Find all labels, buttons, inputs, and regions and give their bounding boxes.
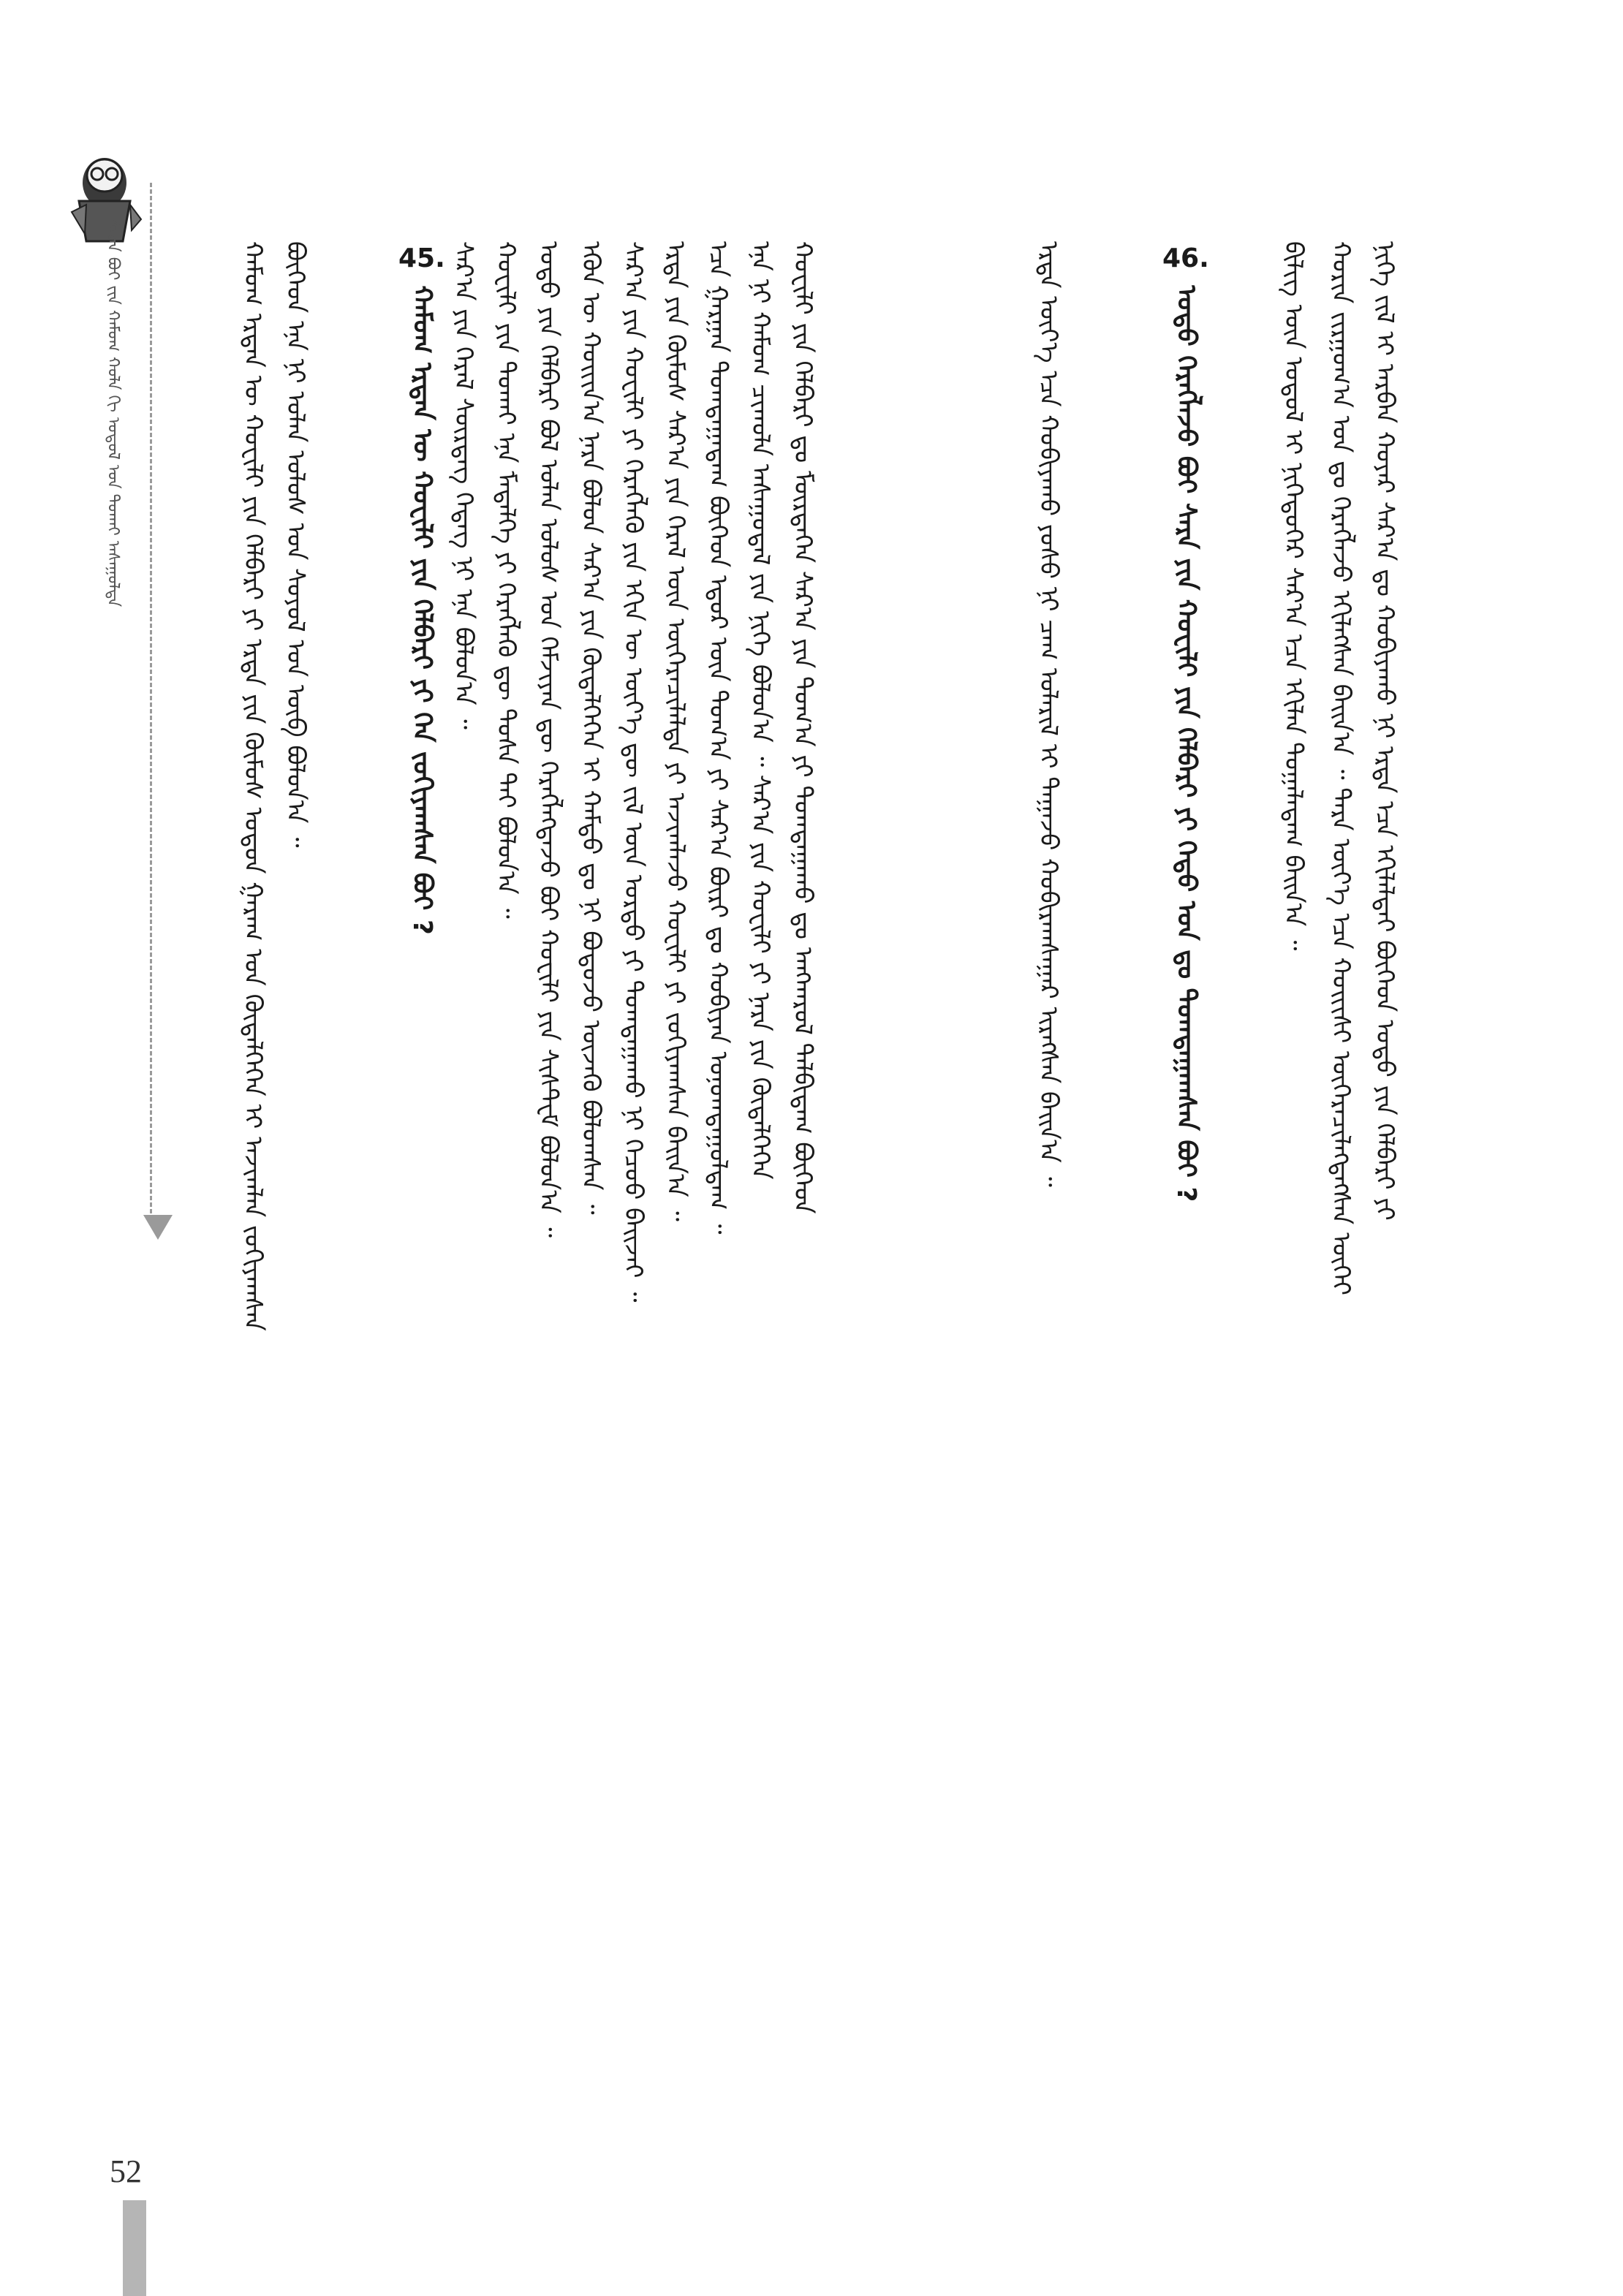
- page-number: 52: [110, 2153, 142, 2189]
- question-46-number: 46.: [1162, 243, 1209, 273]
- answer-45-line-2: ᠪᠥᠭᠡᠳ ᠡᠨᠡ ᠨᠢ ᠣᠯᠠᠨ ᠤᠯᠤᠰ ᠤᠨ ᠰᠣᠶᠣᠯ ᠤᠨ ᠥᠪ ᠪᠣᠯᠤᠨ᠎ᠠ ᠃: [281, 241, 310, 848]
- divider-arrow-icon: [143, 1215, 173, 1240]
- answer-46-line-1: ᠨᠢᠭᠡ ᠵᠢᠯ ᠢ ᠠᠷᠪᠠᠨ ᠬᠤᠶᠠᠷ ᠰᠠᠷ᠎ᠠ ᠳᠤ ᠬᠤᠪᠢᠶᠠᠬᠤ ᠨᠢ ᠡᠷᠲᠡ ᠡᠴᠡ ᠡᠬᠢᠯᠡᠯᠲᠡᠢ ᠪᠥᠭᠡᠳ ᠣᠳᠣ ᠶᠢᠨ ᠬᠡᠯᠪᠡᠷᠢ ᠶᠢ: [1370, 241, 1399, 1221]
- question-46-text: ᠣᠳᠣ ᠬᠡᠷᠡᠭᠯᠡᠵᠦ ᠪᠤᠢ ᠰᠠᠷᠠ ᠶᠢᠨ ᠬᠤᠸᠢᠯᠢ ᠶᠢᠨ ᠬᠡᠯᠪᠡᠷᠢ ᠶᠢ ᠬᠡᠳᠦ ᠣᠨ ᠳᠤ ᠲᠣᠭᠲᠠᠭᠠᠭᠰᠠᠨ ᠪᠤᠢ ?: [1170, 285, 1201, 1202]
- answer-46-line-2: ᠬᠤᠷᠢᠨ ᠵᠢᠷᠭᠤᠭ᠎ᠠ ᠤᠨ ᠳᠤ ᠬᠡᠷᠡᠭᠯᠡᠵᠦ ᠡᠬᠢᠯᠡᠭᠰᠡᠨ ᠪᠠᠢᠨ᠎ᠠ ᠃ ᠲᠡᠷᠡ ᠦᠶ᠎ᠡ ᠡᠴᠡ ᠬᠣᠢᠢᠰᠢ ᠥᠭᠡᠷᠡᠴᠢᠯᠡᠭᠳᠡᠭᠰᠡᠨ ᠦᠭᠡᠢ: [1326, 241, 1355, 1295]
- question-46: [1162, 241, 1209, 1703]
- body-line-4: ᠡᠷᠲᠡ ᠶᠢᠨ ᠬᠦᠮᠦᠰ ᠰᠠᠷ᠎ᠠ ᠶᠢᠨ ᠭᠡᠷᠡᠯ ᠦᠨ ᠥᠭᠡᠷᠡᠴᠢᠯᠡᠯᠲᠡ ᠶᠢ ᠠᠵᠢᠭᠯᠠᠵᠤ ᠬᠤᠸᠢᠯᠢ ᠶᠢ ᠵᠣᠬᠢᠶᠠᠭᠰᠠᠨ ᠪᠠᠢᠨ᠎ᠠ ᠃: [661, 241, 690, 1221]
- body-line-2: ᠡᠨᠡ ᠨᠢ ᠬᠠᠮᠤᠭ ᠴᠢᠬᠤᠯᠠ ᠠᠰᠠᠭᠤᠳᠠᠯ ᠶᠢᠨ ᠨᠢᠭᠡ ᠪᠣᠯᠤᠨ᠎ᠠ ᠃ ᠰᠠᠷ᠎ᠠ ᠶᠢᠨ ᠬᠤᠸᠢᠯᠢ ᠶᠢ ᠨᠠᠷᠠ ᠶᠢᠨ ᠬᠥᠳᠡᠯᠭᠡᠭᠡᠨ: [746, 241, 775, 1180]
- question-45-text: ᠬᠠᠮᠤᠭ ᠡᠷᠲᠡᠨ ᠦ ᠬᠤᠸᠢᠯᠢ ᠶᠢᠨ ᠬᠡᠯᠪᠡᠷᠢ ᠶᠢ ᠬᠡᠨ ᠵᠣᠬᠢᠶᠠᠭᠰᠠᠨ ᠪᠤᠢ ?: [406, 285, 437, 935]
- question-45: [398, 241, 445, 1703]
- body-line-3: ᠡᠴᠡ ᠭᠠᠷᠭᠠᠨ ᠲᠣᠭᠲᠠᠭᠠᠳᠠᠭ ᠪᠥᠭᠡᠳ ᠡᠳᠦᠷ ᠦᠨ ᠲᠣᠭ᠎ᠠ ᠶᠢ ᠰᠠᠷ᠎ᠠ ᠪᠦᠷᠢ ᠳᠤ ᠬᠤᠪᠢᠶᠠᠨ ᠣᠨᠣᠭᠳᠠᠭᠤᠯᠳᠠᠭ ᠃: [703, 241, 733, 1235]
- body-line-6: ᠡᠭᠦᠨ ᠦ ᠬᠣᠢᠢᠨ᠎ᠠ ᠨᠠᠷᠠ ᠪᠣᠯᠤᠨ ᠰᠠᠷ᠎ᠠ ᠶᠢᠨ ᠬᠥᠳᠡᠯᠭᠡᠭᠡᠨ ᠢ ᠬᠠᠮᠲᠤ ᠳᠤ ᠨᠢ ᠪᠣᠳᠣᠵᠤ ᠦᠵᠡᠬᠦ ᠪᠣᠯᠤᠭᠰᠠᠨ ᠃: [576, 241, 605, 1215]
- body-line-8: ᠬᠤᠸᠢᠯᠢ ᠶᠢᠨ ᠲᠤᠬᠠᠢ ᠡᠨᠡ ᠮᠡᠳᠡᠯᠭᠡ ᠶᠢ ᠬᠡᠷᠡᠭᠯᠡᠬᠦ ᠳᠦ ᠲᠤᠰᠠ ᠲᠠᠢ ᠪᠣᠯᠤᠨ᠎ᠠ ᠃: [491, 241, 521, 919]
- body-line-5: ᠰᠠᠷ᠎ᠠ ᠶᠢᠨ ᠬᠤᠸᠢᠯᠢ ᠶᠢ ᠬᠡᠷᠡᠭᠯᠡᠬᠦ ᠶᠢᠨ ᠡᠬᠢᠨ ᠦ ᠦᠶ᠎ᠡ ᠳᠦ ᠵᠢᠯ ᠦᠨ ᠤᠷᠲᠤ ᠶᠢ ᠲᠣᠭᠲᠠᠭᠠᠬᠤ ᠨᠢ ᠬᠡᠴᠦᠦ ᠪᠠᠢᠵᠠᠢ ᠃: [618, 241, 648, 1303]
- header-divider: [150, 183, 152, 1213]
- body-line-7: ᠣᠳᠣ ᠶᠢᠨ ᠬᠡᠯᠪᠡᠷᠢ ᠪᠣᠯ ᠣᠯᠠᠨ ᠤᠯᠤᠰ ᠤᠨ ᠬᠡᠮᠵᠢᠶᠡᠨ ᠳᠦ ᠬᠡᠷᠡᠭᠯᠡᠭᠳᠡᠵᠦ ᠪᠤᠢ ᠬᠤᠸᠢᠯᠢ ᠶᠢᠨ ᠰᠢᠰᠲᠸᠮ ᠪᠣᠯᠤᠨ᠎ᠠ ᠃: [534, 241, 563, 1238]
- running-header: ᠰᠠᠷᠠᠨ ᠪᠤᠢ ᠵᠢᠨ ᠬᠠᠮᠤᠭ ᠬᠣᠯᠠ ᠬᠢ ᠤᠲᠤᠯ ᠤᠨ ᠲᠤᠬᠠᠢ ᠠᠰᠠᠭᠤᠯᠲᠠ: [104, 219, 122, 607]
- answer-46-line-3: ᠪᠢᠯᠢᠭ ᠦᠨ ᠤᠲᠤᠯ ᠢ ᠨᠢᠭᠡᠳᠥᠭᠡᠷ ᠰᠠᠷ᠎ᠠ ᠡᠴᠡ ᠡᠬᠢᠯᠡᠨ ᠲᠣᠭᠠᠯᠠᠳᠠᠭ ᠪᠠᠢᠨ᠎ᠠ ᠃: [1279, 241, 1308, 951]
- question-45-number: 45.: [398, 243, 445, 273]
- body-line-1: ᠬᠤᠸᠢᠯᠢ ᠶᠢᠨ ᠬᠡᠯᠪᠡᠷᠢ ᠳᠤ ᠮᠥᠷᠲᠡᠭᠡᠨ ᠰᠠᠷ᠎ᠠ ᠶᠢᠨ ᠲᠣᠭ᠎ᠠ ᠶᠢ ᠲᠣᠭᠲᠠᠭᠠᠬᠤ ᠳᠤ ᠠᠩᠬᠠᠷᠤᠯ ᠲᠠᠯᠪᠢᠳᠠᠭ ᠪᠥᠭᠡᠳ: [788, 241, 817, 1214]
- answer-46-extra-line: ᠡᠷᠲᠡ ᠦᠶ᠎ᠡ ᠡᠴᠡ ᠬᠤᠪᠢᠶᠠᠬᠤ ᠶᠣᠰᠤ ᠨᠢ ᠴᠠᠭ ᠤᠯᠠᠷᠢᠯ ᠢ ᠳᠠᠭᠠᠵᠤ ᠬᠤᠪᠢᠷᠠᠭᠰᠠᠭᠠᠷ ᠢᠷᠡᠭᠰᠡᠨ ᠪᠠᠢᠨ᠎ᠠ ᠃: [1034, 241, 1063, 1187]
- body-last-line: ᠰᠠᠷ᠎ᠠ ᠶᠢᠨ ᠭᠡᠷᠡᠯ ᠰᠦᠷᠳᠡᠭ ᠭᠡᠳᠡᠭ ᠨᠢ ᠡᠨᠡ ᠪᠣᠯᠤᠨ᠎ᠠ ᠃: [449, 241, 478, 730]
- answer-45-line-1: ᠬᠠᠮᠤᠭ ᠡᠷᠲᠡᠨ ᠦ ᠬᠤᠸᠢᠯᠢ ᠶᠢᠨ ᠬᠡᠯᠪᠡᠷᠢ ᠶᠢ ᠡᠷᠲᠡ ᠶᠢᠨ ᠬᠦᠮᠦᠰ ᠣᠳᠣᠨ ᠭᠠᠷᠠᠭ ᠤᠨ ᠬᠥᠳᠡᠯᠭᠡᠭᠡᠨ ᠢ ᠠᠵᠢᠭᠯᠠᠨ ᠵᠣᠬᠢᠶᠠᠭᠰᠠᠨ: [238, 241, 268, 1331]
- page-edge-tab: [123, 2200, 146, 2296]
